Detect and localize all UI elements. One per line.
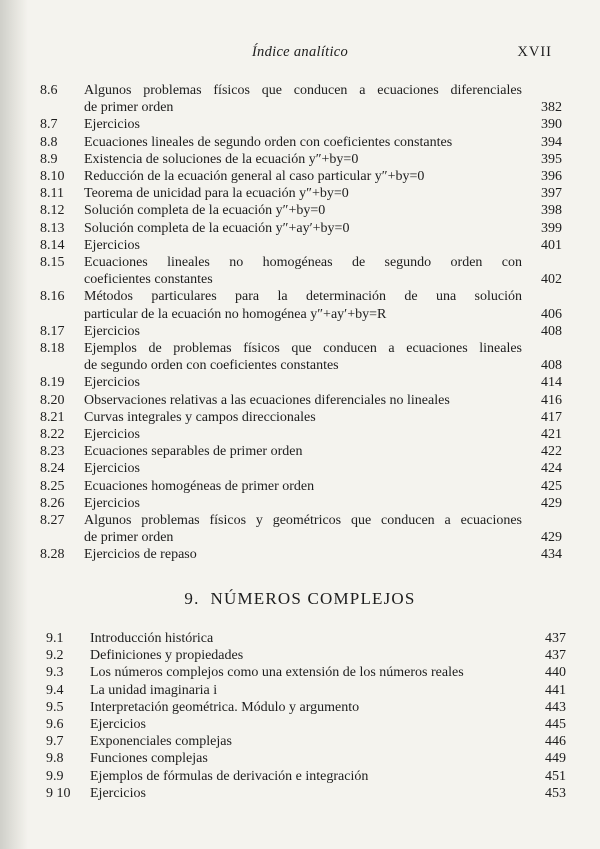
toc-entry-number: 8.17 bbox=[40, 323, 65, 339]
toc-entry bbox=[40, 151, 562, 168]
toc-entry-title: Observaciones relativas a las ecuaciones diferenciales no lineales bbox=[84, 392, 450, 408]
toc-entry-page: 401 bbox=[541, 237, 562, 253]
toc-entry-page: 416 bbox=[541, 392, 562, 408]
toc-entry bbox=[40, 116, 562, 133]
toc-entry bbox=[46, 630, 566, 647]
toc-entry bbox=[40, 288, 562, 322]
toc-entry-page: 408 bbox=[541, 358, 562, 374]
toc-entry-page: 406 bbox=[541, 306, 562, 322]
toc-entry bbox=[40, 478, 562, 495]
toc-entry-number: 8.8 bbox=[40, 134, 58, 150]
toc-entry-number: 8.23 bbox=[40, 444, 65, 460]
toc-entry bbox=[40, 237, 562, 254]
toc-entry-number: 8.14 bbox=[40, 237, 65, 253]
toc-entry-page: 440 bbox=[545, 665, 566, 681]
toc-entry-number: 8.19 bbox=[40, 375, 65, 391]
toc-entry-page: 451 bbox=[545, 768, 566, 784]
toc-entry-page: 421 bbox=[541, 427, 562, 443]
toc-entry bbox=[46, 664, 566, 681]
toc-entry-title: Definiciones y propiedades bbox=[90, 648, 244, 664]
toc-entry-title: Solución completa de la ecuación y″+by=0 bbox=[84, 203, 326, 219]
toc-entry-number: 8.28 bbox=[40, 547, 65, 563]
toc-entry bbox=[40, 220, 562, 237]
toc-entry-number: 9.5 bbox=[46, 699, 64, 715]
toc-entry-title: Ejercicios de repaso bbox=[84, 547, 197, 563]
toc-entry bbox=[46, 733, 566, 750]
toc-entry bbox=[40, 323, 562, 340]
toc-entry bbox=[40, 512, 562, 546]
toc-entry-page: 425 bbox=[541, 478, 562, 494]
toc-entry-number: 8.26 bbox=[40, 495, 65, 511]
toc-entry-number: 9.2 bbox=[46, 648, 64, 664]
toc-entry bbox=[40, 254, 562, 288]
toc-entry bbox=[40, 546, 562, 563]
header-title: Índice analítico bbox=[251, 44, 349, 60]
toc-entry-page: 398 bbox=[541, 203, 562, 219]
toc-entry bbox=[40, 134, 562, 151]
toc-entry bbox=[40, 495, 562, 512]
toc-entry-page: 434 bbox=[541, 547, 562, 563]
toc-entry-number: 8.13 bbox=[40, 220, 65, 236]
toc-entry-page: 394 bbox=[541, 134, 562, 150]
toc-entry-title: Existencia de soluciones de la ecuación y″+by=0 bbox=[84, 151, 359, 167]
toc-entry-title: Ecuaciones homogéneas de primer orden bbox=[84, 478, 315, 494]
toc-entry-page: 390 bbox=[541, 117, 562, 133]
toc-entry-number: 8.6 bbox=[40, 83, 58, 98]
toc-entry-number: 8.20 bbox=[40, 392, 65, 408]
toc-entry-title: Teorema de unicidad para la ecuación y″+by=0 bbox=[84, 186, 349, 202]
toc-entry-title: Ejercicios bbox=[84, 461, 140, 477]
toc-entry-page: 395 bbox=[541, 151, 562, 167]
toc-entry-number: 9.6 bbox=[46, 717, 64, 733]
toc-entry-page: 417 bbox=[541, 409, 562, 425]
toc-entry-number: 8.11 bbox=[40, 186, 64, 202]
toc-entry-page: 399 bbox=[541, 220, 562, 236]
toc-entry-page: 446 bbox=[545, 734, 566, 750]
toc-entry-number: 9.9 bbox=[46, 768, 64, 784]
toc-entry-title: Ejercicios bbox=[84, 323, 140, 339]
toc-entry-title: Ejercicios bbox=[84, 427, 140, 443]
toc-entry bbox=[40, 426, 562, 443]
toc-entry-title: de primer orden bbox=[84, 100, 174, 116]
toc-entry bbox=[40, 82, 562, 116]
toc-entry-title: Algunos problemas físicos y geométricos que conducen a ecuaciones bbox=[84, 513, 522, 529]
toc-entry-page: 443 bbox=[545, 699, 566, 715]
toc-entry-number: 8.27 bbox=[40, 513, 65, 529]
toc-entry bbox=[46, 785, 566, 802]
page-gutter-shadow bbox=[0, 0, 28, 849]
toc-entry-page: 445 bbox=[545, 717, 566, 733]
toc-entry-title: Ejercicios bbox=[90, 785, 146, 801]
chapter-number: 9. bbox=[184, 589, 200, 608]
toc-entry-page: 382 bbox=[541, 100, 562, 116]
toc-entry bbox=[46, 750, 566, 767]
toc-section-8 bbox=[40, 82, 562, 564]
toc-entry-title: La unidad imaginaria i bbox=[90, 682, 218, 698]
toc-entry-page: 396 bbox=[541, 169, 562, 185]
toc-entry-page: 429 bbox=[541, 495, 562, 511]
toc-entry bbox=[46, 682, 566, 699]
toc-entry-title: de segundo orden con coeficientes constantes bbox=[84, 358, 339, 374]
toc-entry-title: Ejercicios bbox=[84, 495, 140, 511]
toc-entry-title: Ejercicios bbox=[84, 237, 140, 253]
toc-entry-page: 402 bbox=[541, 272, 562, 288]
toc-entry-title: Ejemplos de fórmulas de derivación e integración bbox=[90, 768, 369, 784]
running-header bbox=[0, 44, 600, 64]
toc-entry-number: 8.18 bbox=[40, 341, 65, 357]
toc-entry-title: Curvas integrales y campos direccionales bbox=[84, 409, 316, 425]
toc-entry bbox=[46, 716, 566, 733]
toc-entry-title: Reducción de la ecuación general al caso particular y″+by=0 bbox=[84, 169, 425, 185]
toc-entry bbox=[40, 460, 562, 477]
toc-entry-page: 408 bbox=[541, 323, 562, 339]
toc-entry-page: 437 bbox=[545, 648, 566, 664]
toc-entry bbox=[40, 443, 562, 460]
toc-entry-page: 429 bbox=[541, 530, 562, 546]
toc-entry-number: 9 10 bbox=[46, 785, 71, 801]
toc-entry bbox=[40, 185, 562, 202]
toc-entry bbox=[40, 202, 562, 219]
toc-entry-number: 8.21 bbox=[40, 409, 65, 425]
toc-entry-title: Solución completa de la ecuación y″+ay′+by=0 bbox=[84, 220, 350, 236]
toc-entry bbox=[40, 374, 562, 391]
toc-entry-page: 414 bbox=[541, 375, 562, 391]
toc-entry-title: Ecuaciones lineales no homogéneas de segundo orden con bbox=[84, 255, 522, 271]
toc-section-9 bbox=[46, 630, 566, 802]
toc-entry bbox=[40, 392, 562, 409]
toc-entry bbox=[40, 168, 562, 185]
toc-entry-title: Ecuaciones separables de primer orden bbox=[84, 444, 303, 460]
toc-entry-title: Funciones complejas bbox=[90, 751, 208, 767]
toc-entry-title: Interpretación geométrica. Módulo y argumento bbox=[90, 699, 360, 715]
toc-entry-title: Métodos particulares para la determinación de una solución bbox=[84, 289, 522, 305]
toc-entry-page: 441 bbox=[545, 682, 566, 698]
toc-entry-number: 9.4 bbox=[46, 682, 64, 698]
toc-entry-page: 397 bbox=[541, 186, 562, 202]
toc-entry-number: 8.12 bbox=[40, 203, 65, 219]
toc-entry-number: 9.3 bbox=[46, 665, 64, 681]
toc-entry-number: 8.15 bbox=[40, 255, 65, 271]
toc-entry-number: 9.8 bbox=[46, 751, 64, 767]
toc-entry-title: Algunos problemas físicos que conducen a ecuaciones diferenciales bbox=[84, 83, 522, 98]
toc-entry-number: 8.25 bbox=[40, 478, 65, 494]
toc-entry-title: Ecuaciones lineales de segundo orden con coeficientes constantes bbox=[84, 134, 453, 150]
toc-entry bbox=[46, 647, 566, 664]
toc-entry-title: Ejercicios bbox=[84, 375, 140, 391]
chapter-title: NÚMEROS COMPLEJOS bbox=[210, 589, 416, 608]
toc-entry-page: 422 bbox=[541, 444, 562, 460]
toc-entry-number: 8.24 bbox=[40, 461, 65, 477]
toc-entry-title: de primer orden bbox=[84, 530, 174, 546]
toc-entry-title: Exponenciales complejas bbox=[90, 734, 232, 750]
toc-entry-title: Ejemplos de problemas físicos que conducen a ecuaciones lineales bbox=[84, 341, 522, 357]
toc-entry-number: 9.1 bbox=[46, 631, 64, 646]
toc-entry-page: 424 bbox=[541, 461, 562, 477]
toc-entry-number: 8.10 bbox=[40, 169, 65, 185]
chapter-heading bbox=[0, 589, 600, 609]
toc-entry bbox=[46, 699, 566, 716]
toc-entry-number: 9.7 bbox=[46, 734, 64, 750]
toc-entry-title: Ejercicios bbox=[90, 717, 146, 733]
toc-entry-page: 449 bbox=[545, 751, 566, 767]
toc-entry bbox=[40, 340, 562, 374]
toc-entry-title: particular de la ecuación no homogénea y″+ay′+by=R bbox=[84, 306, 387, 322]
toc-entry-number: 8.9 bbox=[40, 151, 58, 167]
toc-entry-number: 8.7 bbox=[40, 117, 58, 133]
toc-entry-title: Los números complejos como una extensión de los números reales bbox=[90, 665, 464, 681]
toc-entry bbox=[40, 409, 562, 426]
header-page-number: XVII bbox=[517, 44, 552, 60]
toc-entry bbox=[46, 768, 566, 785]
toc-entry-page: 437 bbox=[545, 631, 566, 646]
toc-entry-number: 8.16 bbox=[40, 289, 65, 305]
toc-entry-title: Introducción histórica bbox=[90, 631, 214, 646]
toc-entry-title: coeficientes constantes bbox=[84, 272, 213, 288]
toc-entry-number: 8.22 bbox=[40, 427, 65, 443]
toc-entry-title: Ejercicios bbox=[84, 117, 140, 133]
toc-entry-page: 453 bbox=[545, 785, 566, 801]
